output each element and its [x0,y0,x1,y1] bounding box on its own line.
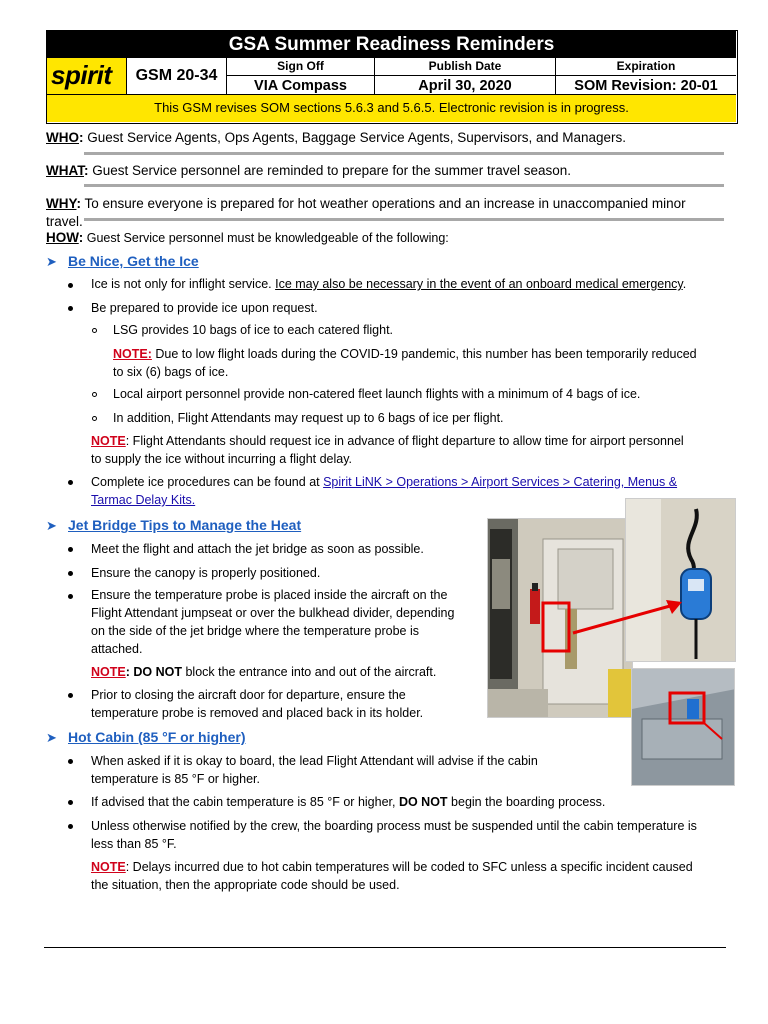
jet-bullet-3-l3: on the side of the jet bridge where the temperature probe is [91,624,419,638]
ice-note-2 [91,433,684,450]
revision-note: This GSM revises SOM sections 5.6.3 and 5.6.5. Electronic revision is in progress. [47,94,736,122]
bullet-icon [68,594,73,599]
bold-text: DO NOT [129,665,182,679]
bullet-icon [68,759,73,764]
arrow-bullet-icon: ➤ [46,254,57,269]
document-title: GSA Summer Readiness Reminders [47,31,736,58]
jet-bullet-3-l2: Flight Attendant jumpseat or over the bulkhead divider, depending [91,606,455,620]
bullet-icon [68,283,73,288]
arrow-bullet-icon: ➤ [46,730,57,745]
why-label: WHY [46,196,77,211]
logo-text: spirit [51,60,112,90]
divider [84,184,724,187]
probe-photo-illustration [626,499,736,662]
text: . [682,277,687,291]
temperature-probe-photo [625,498,736,662]
hot-bullet-3-l2: less than 85 °F. [91,837,177,851]
expiration-value: SOM Revision: 20-01 [574,78,718,94]
ice-note-1-cont: to six (6) bags of ice. [113,365,229,379]
who-text: Guest Service Agents, Ops Agents, Baggage Service Agents, Supervisors, and Managers. [83,130,627,145]
text: : Delays incurred due to hot cabin temperatures will be coded to SFC unless a specific incident caused [125,860,693,874]
signoff-column [227,58,375,94]
bullet-icon [68,800,73,805]
text: block the entrance into and out of the aircraft. [182,665,437,679]
text: Due to low flight loads during the COVID-19 pandemic, this number has been temporarily reduced [151,347,697,361]
sub-bullet-icon [92,416,97,421]
ice-heading[interactable]: Be Nice, Get the Ice [68,253,199,269]
bullet-icon [68,824,73,829]
sub-bullet-icon [92,392,97,397]
who-label: WHO [46,130,79,145]
holder-photo-illustration [632,669,735,786]
jet-bullet-3: Ensure the temperature probe is placed inside the aircraft on the [91,588,448,602]
who-row: WHO: Guest Service Agents, Ops Agents, Baggage Service Agents, Supervisors, and Managers. [46,130,627,145]
arrow-bullet-icon: ➤ [46,518,57,533]
header-table [46,30,738,124]
ice-sub-2: Local airport personnel provide non-catered fleet launch flights with a minimum of 4 bags of ice. [113,387,641,401]
why-row: WHY: To ensure everyone is prepared for hot weather operations and an increase in unaccompanied minor travel. [46,196,686,229]
text: Complete ice procedures can be found at [91,475,324,489]
bullet-icon [68,547,73,552]
jet-heading[interactable]: Jet Bridge Tips to Manage the Heat [68,517,302,533]
ice-note-2-cont: to supply the ice without incurring a flight delay. [91,452,353,466]
bullet-icon [68,306,73,311]
jet-bullet-4-l2: temperature probe is removed and placed back in its holder. [91,706,424,720]
what-label: WHAT [46,163,84,178]
jet-bullet-2: Ensure the canopy is properly positioned. [91,566,321,580]
jet-note [91,664,436,681]
pointer-arrow-icon [570,596,685,636]
gsm-number: GSM 20-34 [127,58,227,94]
spirit-link[interactable]: Spirit LiNK > Operations > Airport Services > Catering, Menus & [323,475,678,489]
bullet-icon [68,480,73,485]
divider [84,218,724,221]
ice-bullet-1 [91,276,686,293]
expiration-column [556,58,736,94]
ice-bullet-3 [91,474,677,491]
underlined-text: Ice may also be necessary in the event of an onboard medical emergency [275,277,683,291]
hot-heading[interactable]: Hot Cabin (85 °F or higher) [68,729,246,745]
publish-date-column [375,58,556,94]
hot-bullet-1-l2: temperature is 85 °F or higher. [91,772,260,786]
hot-bullet-3: Unless otherwise notified by the crew, the boarding process must be suspended until the cabin temperature is [91,819,697,833]
jet-bullet-4: Prior to closing the aircraft door for departure, ensure the [91,688,406,702]
bullet-icon [68,693,73,698]
ice-sub-3: In addition, Flight Attendants may request up to 6 bags of ice per flight. [113,411,504,425]
hot-bullet-2 [91,794,605,811]
what-row: WHAT: Guest Service personnel are reminded to prepare for the summer travel season. [46,163,571,178]
text: Ice is not only for inflight service. [91,277,276,291]
publish-date-value: April 30, 2020 [418,78,512,94]
why-text: To ensure everyone is prepared for hot weather operations and an increase in unaccompanied minor travel. [46,196,686,229]
jet-bullet-3-l4: attached. [91,642,143,656]
expiration-header: Expiration [556,58,736,76]
note-label: NOTE: [113,347,152,361]
hot-note [91,859,693,876]
how-row: HOW: Guest Service personnel must be knowledgeable of the following: [46,230,449,245]
signoff-header: Sign Off [227,58,374,76]
ice-note-1 [113,346,697,363]
note-label: NOTE [91,434,126,448]
signoff-value: VIA Compass [254,78,347,94]
ice-sub-1: LSG provides 10 bags of ice to each catered flight. [113,323,394,337]
text: begin the boarding process. [447,795,606,809]
note-label: NOTE [91,860,126,874]
how-text: Guest Service personnel must be knowledgeable of the following: [83,231,449,245]
ice-bullet-3-cont [91,492,195,509]
jet-bullet-1: Meet the flight and attach the jet bridge as soon as possible. [91,542,424,556]
text: : [125,665,130,679]
how-label: HOW [46,230,79,245]
divider [84,152,724,155]
bold-text: DO NOT [398,795,448,809]
text: : Flight Attendants should request ice in advance of flight departure to allow time for airport personnel [125,434,684,448]
probe-holder-photo [631,668,735,786]
note-label: NOTE [91,665,126,679]
hot-note-cont: the situation, then the appropriate code should be used. [91,878,400,892]
spirit-link-cont[interactable]: Tarmac Delay Kits. [91,493,196,507]
publish-date-header: Publish Date [375,58,555,76]
ice-bullet-2: Be prepared to provide ice upon request. [91,301,318,315]
bullet-icon [68,571,73,576]
hot-bullet-1: When asked if it is okay to board, the lead Flight Attendant will advise if the cabin [91,754,538,768]
spirit-logo [47,58,127,94]
text: If advised that the cabin temperature is 85 °F or higher, [91,795,399,809]
sub-bullet-icon [92,328,97,333]
what-text: Guest Service personnel are reminded to prepare for the summer travel season. [88,163,571,178]
footer-divider [44,947,726,948]
